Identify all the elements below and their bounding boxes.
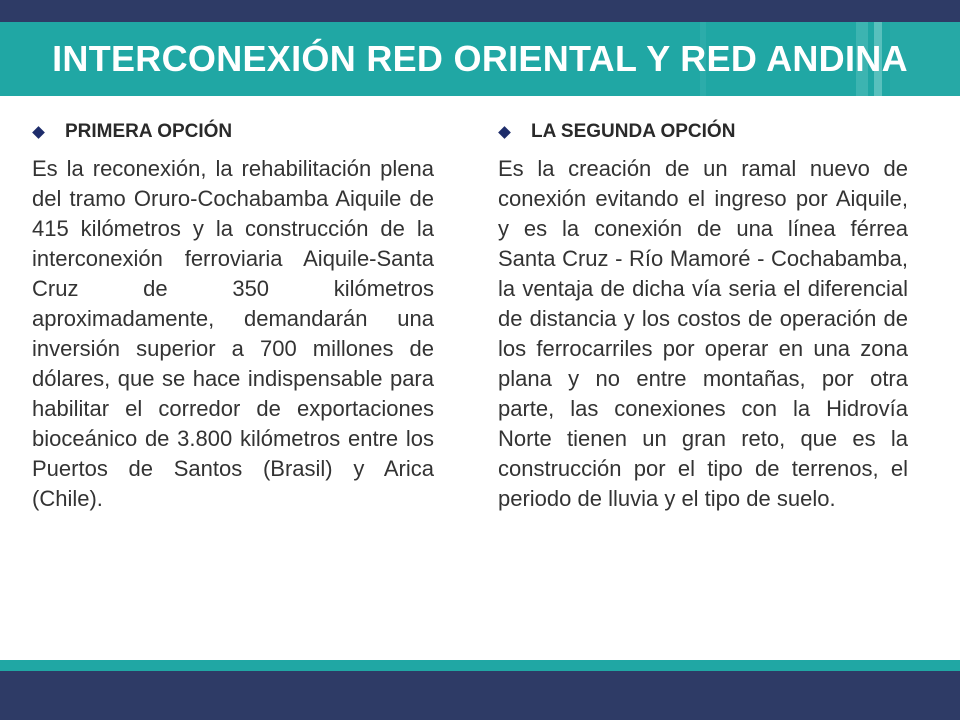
header-band [0, 0, 960, 22]
slide-title: INTERCONEXIÓN RED ORIENTAL Y RED ANDINA [52, 38, 908, 79]
right-heading [498, 118, 908, 146]
diamond-bullet-icon [498, 126, 511, 139]
footer-stripe [0, 660, 960, 671]
left-heading-label: PRIMERA OPCIÓN [65, 121, 233, 142]
footer-band [0, 671, 960, 720]
left-body-text: Es la reconexión, la rehabilitación plena del tramo Oruro-Cochabamba Aiquile de 415 kilómetros y la construcción de la interconexión ferroviaria Aiquile-Santa Cruz de 350 kilómetros aproximadamente, demandarán una inversión superior a 700 millones de dólares, que se hace indispensable para habilitar el corredor de exportaciones bioceánico de 3.800 kilómetros entre los Puertos de Santos (Brasil) y Arica (Chile). [32, 156, 434, 511]
right-body-text: Es la creación de un ramal nuevo de conexión evitando el ingreso por Aiquile, y es la conexión de una línea férrea Santa Cruz - Río Mamoré - Cochabamba, la ventaja de dicha vía seria el diferencial de distancia y los costos de operación de los ferrocarriles por operar en una zona plana y no entre montañas, por otra parte, las conexiones con la Hidrovía Norte tienen un gran reto, que es la construcción por el tipo de terrenos, el periodo de lluvia y el tipo de suelo. [498, 156, 908, 511]
left-column [32, 118, 434, 514]
right-column [498, 118, 908, 514]
left-heading [32, 118, 434, 146]
diamond-bullet-icon [32, 126, 45, 139]
right-heading-label: LA SEGUNDA OPCIÓN [531, 121, 736, 142]
